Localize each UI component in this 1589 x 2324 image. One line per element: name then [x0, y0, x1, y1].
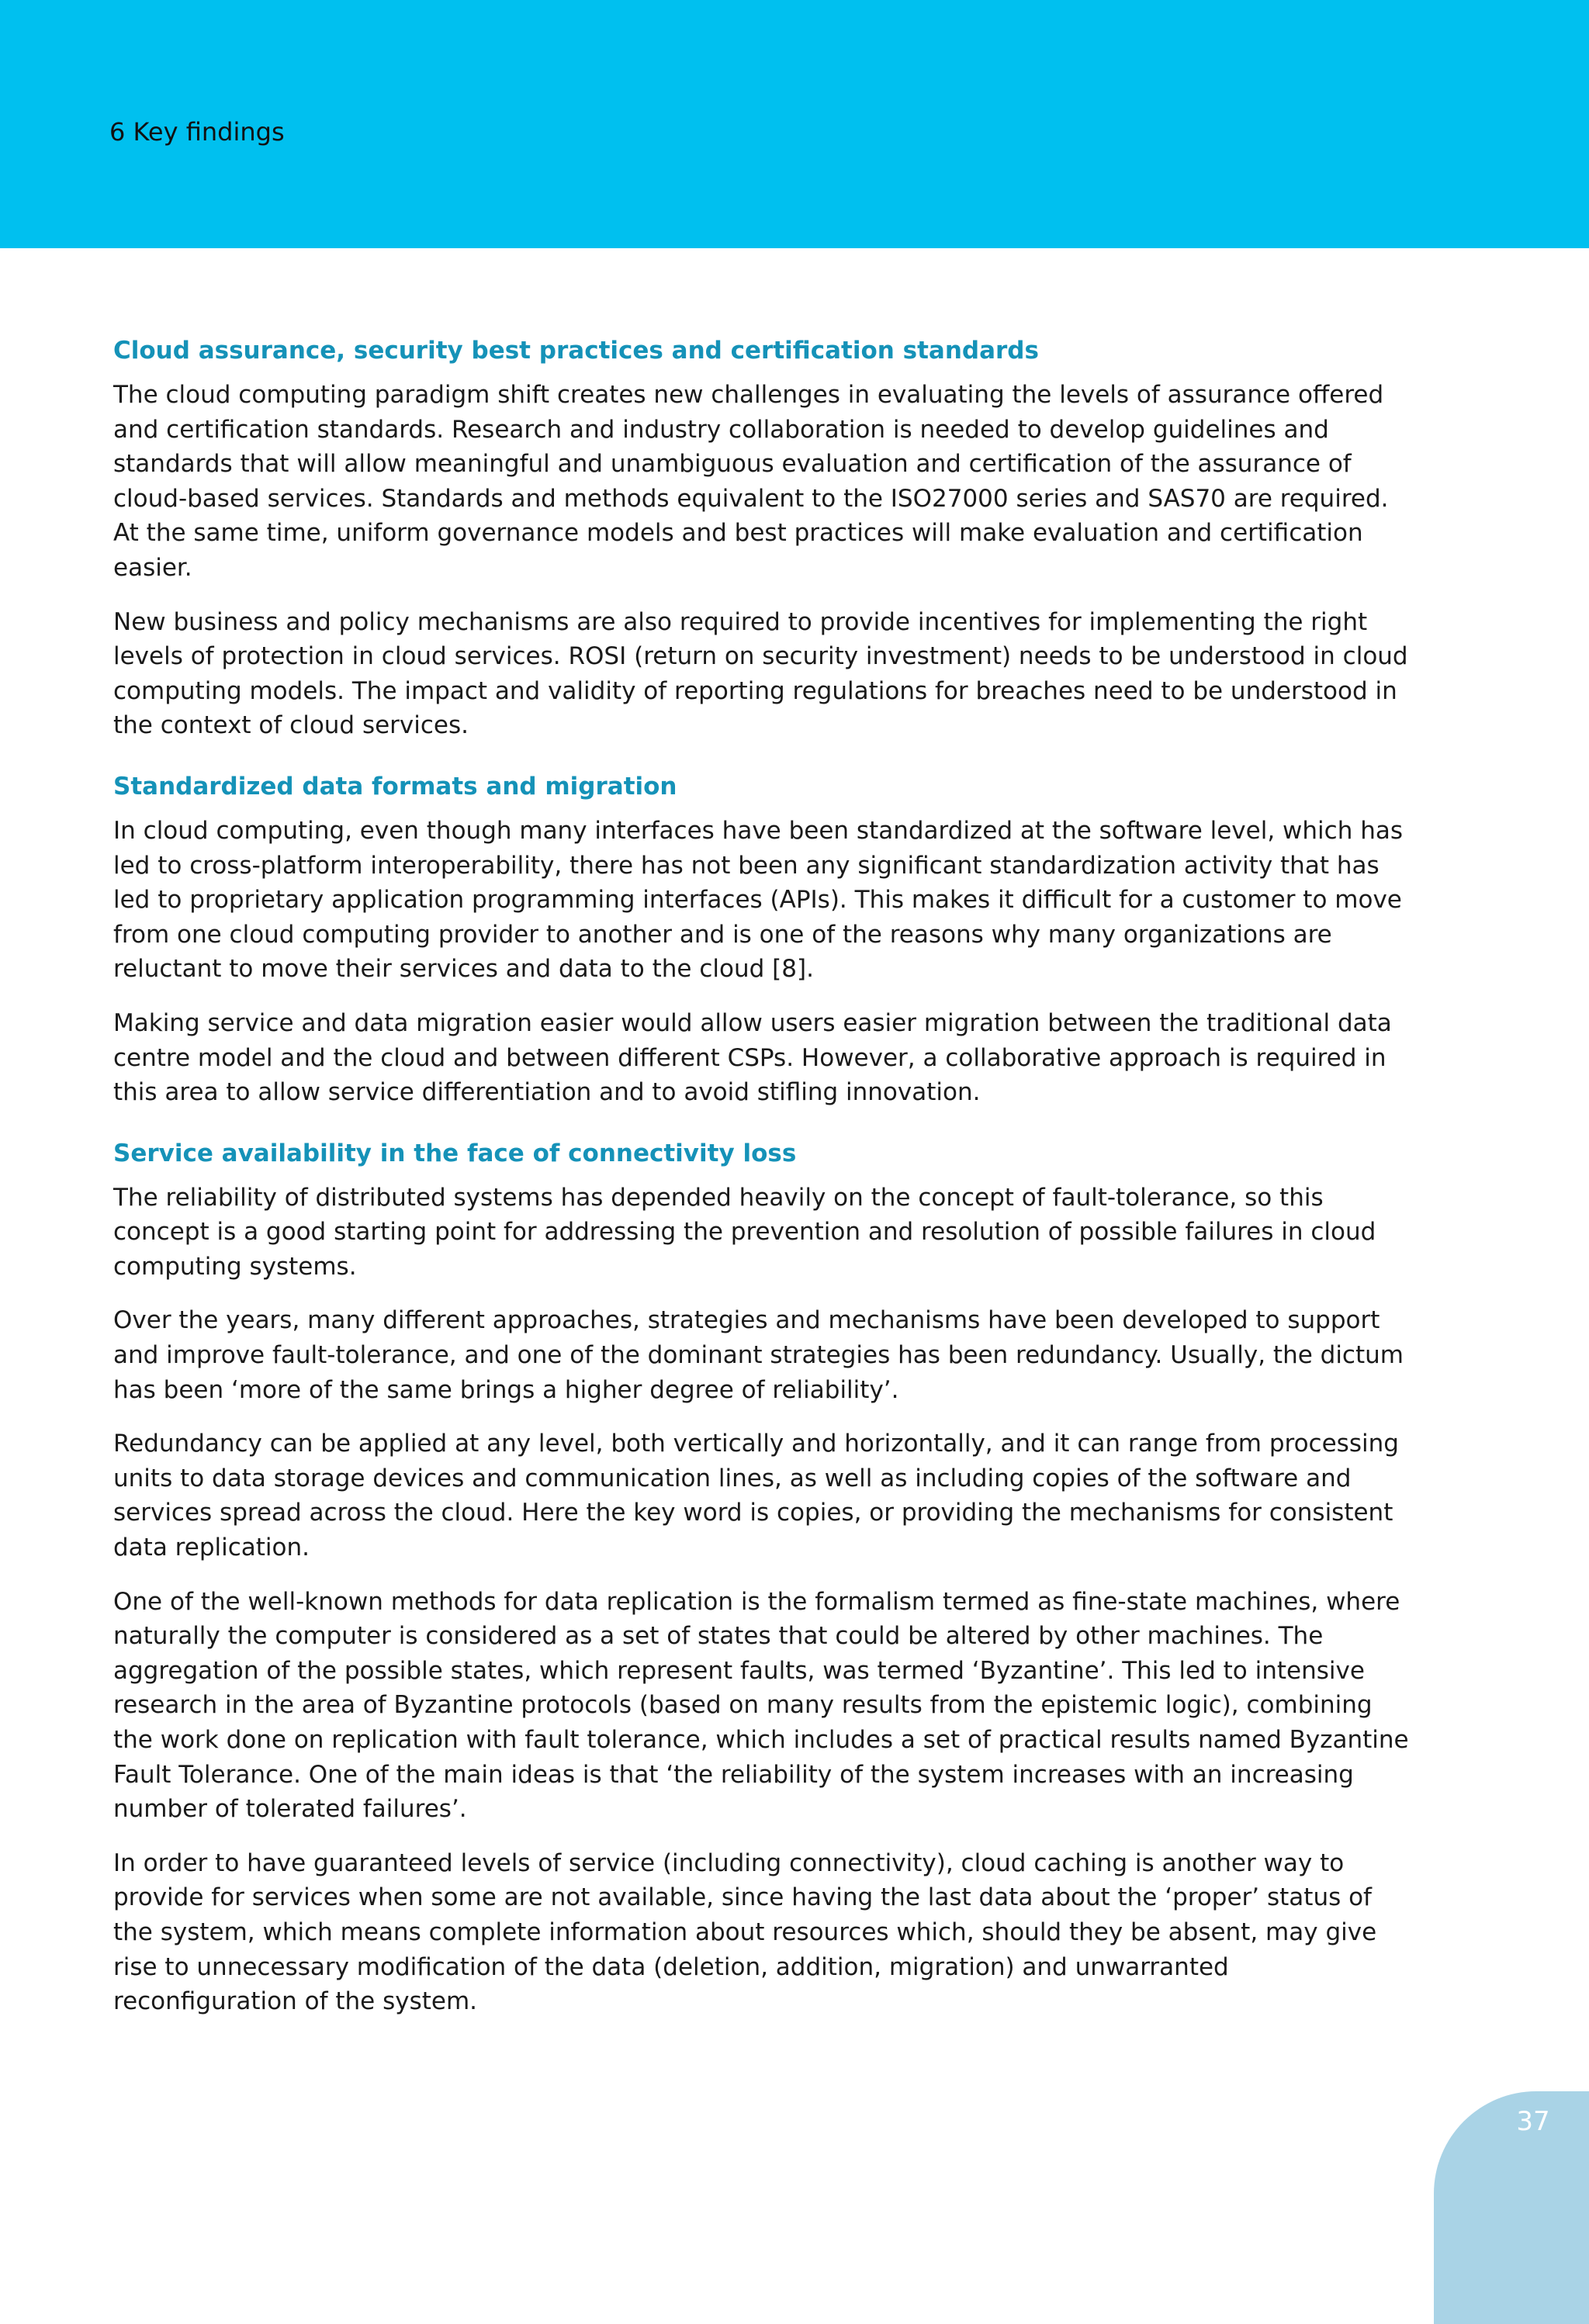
section-service-availability — [113, 1136, 1417, 2019]
chapter-title: 6 Key findings — [109, 117, 285, 147]
paragraph: New business and policy mechanisms are also required to provide incentives for implementing the right levels of protection in cloud services. ROSI (return on security investment) needs to be understood in cloud computing models. The impact and validity of reporting regulations for breaches need to be understood in the context of cloud services. — [113, 607, 1408, 740]
section-cloud-assurance — [113, 334, 1417, 743]
paragraph: The reliability of distributed systems has depended heavily on the concept of fault-tolerance, so this concept is a good starting point for addressing the prevention and resolution of possible failures in cloud computing systems. — [113, 1183, 1376, 1281]
page-number: 37 — [1516, 2106, 1550, 2137]
paragraph: In cloud computing, even though many interfaces have been standardized at the software level, which has led to cross-platform interoperability, there has not been any significant standardization activity that has led to proprietary application programming interfaces (APIs). This makes it difficult for a customer to move from one cloud computing provider to another and is one of the reasons why many organizations are reluctant to move their services and data to the cloud [8]. — [113, 816, 1403, 984]
paragraph: Over the years, many different approaches, strategies and mechanisms have been developed to support and improve fault-tolerance, and one of the dominant strategies has been redundancy. Usually, the dictum has been ‘more of the same brings a higher degree of reliability’. — [113, 1306, 1404, 1404]
section-heading: Service availability in the face of connectivity loss — [113, 1139, 797, 1167]
paragraph: One of the well-known methods for data replication is the formalism termed as fine-state machines, where naturally the computer is considered as a set of states that could be altered by other machines. The aggregation of the possible states, which represent faults, was termed ‘Byzantine’. This led to intensive research in the area of Byzantine protocols (based on many results from the epistemic logic), combining the work done on replication with fault tolerance, which includes a set of practical results named Byzantine Fault Tolerance. One of the main ideas is that ‘the reliability of the system increases with an increasing number of tolerated failures’. — [113, 1587, 1409, 1824]
page-content — [113, 334, 1417, 2039]
section-heading: Standardized data formats and migration — [113, 772, 677, 801]
section-data-formats — [113, 769, 1417, 1110]
paragraph: Redundancy can be applied at any level, both vertically and horizontally, and it can range from processing units to data storage devices and communication lines, as well as including copies of the software and services spread across the cloud. Here the key word is copies, or providing the mechanisms for consistent data replication. — [113, 1430, 1399, 1562]
paragraph: Making service and data migration easier would allow users easier migration between the traditional data centre model and the cloud and between different CSPs. However, a collaborative approach is required in this area to allow service differentiation and to avoid stifling innovation. — [113, 1008, 1392, 1107]
section-heading: Cloud assurance, security best practices and certification standards — [113, 337, 1039, 365]
paragraph: In order to have guaranteed levels of service (including connectivity), cloud caching is another way to provide for services when some are not available, since having the last data about the ‘proper’ status of the system, which means complete information about resources which, should they be absent, may give rise to unnecessary modification of the data (deletion, addition, migration) and unwarranted reconfiguration of the system. — [113, 1848, 1377, 2016]
paragraph: The cloud computing paradigm shift creates new challenges in evaluating the levels of assurance offered and certification standards. Research and industry collaboration is needed to develop guidelines and standards that will allow meaningful and unambiguous evaluation and certification of the assurance of cloud-based services. Standards and methods equivalent to the ISO27000 series and SAS70 are required. At the same time, uniform governance models and best practices will make evaluation and certification easier. — [113, 381, 1389, 582]
